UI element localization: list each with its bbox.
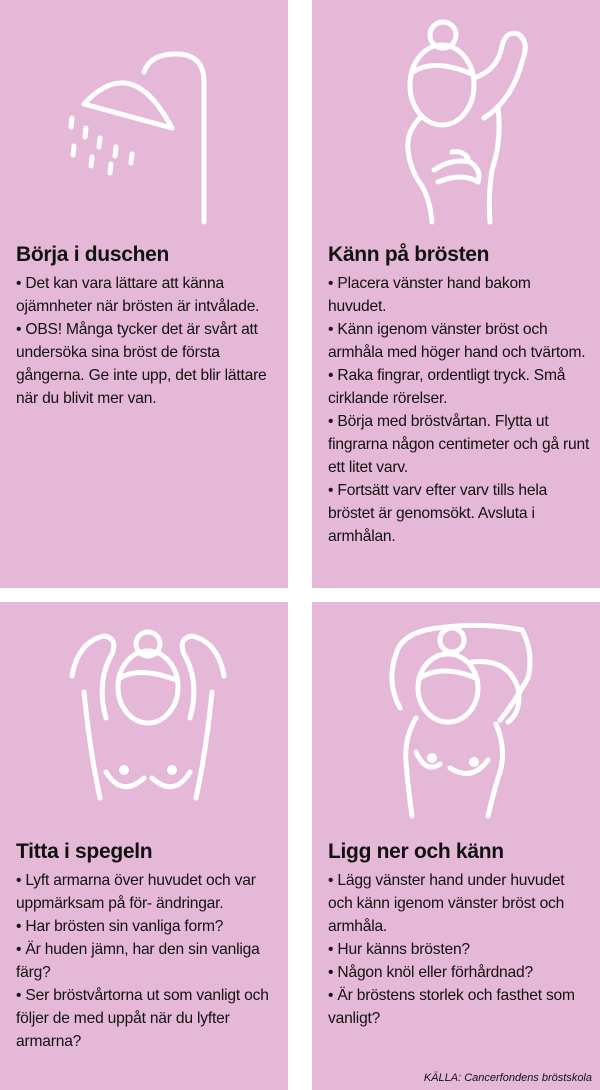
panel-title: Titta i spegeln	[16, 840, 153, 863]
panel-title: Känn på brösten	[328, 243, 490, 266]
list-item: • Är huden jämn, har den sin vanliga färg?	[16, 938, 280, 984]
list-item: • Börja med bröstvårtan. Flytta ut fingrarna någon centimeter och gå runt ett litet varv.	[328, 410, 592, 479]
instruction-list	[328, 869, 592, 1030]
shower-icon	[0, 0, 288, 240]
panel-title: Ligg ner och känn	[328, 840, 504, 863]
panel-title: Börja i duschen	[16, 243, 170, 266]
list-item: • Någon knöl eller förhårdnad?	[328, 961, 592, 984]
list-item: • Fortsätt varv efter varv tills hela bröstet är genomsökt. Avsluta i armhålan.	[328, 479, 592, 548]
list-item: • Ser bröstvårtorna ut som vanligt och följer de med uppåt när du lyfter armarna?	[16, 984, 280, 1053]
instruction-list	[16, 272, 280, 410]
list-item: • OBS! Många tycker det är svårt att undersöka sina bröst de första gångerna. Ge inte upp, det blir lättare när du blivit mer van.	[16, 318, 280, 410]
list-item: • Lyft armarna över huvudet och var uppmärksam på för- ändringar.	[16, 869, 280, 915]
list-item: • Har brösten sin vanliga form?	[16, 915, 280, 938]
woman-lying-pillow-icon	[312, 602, 600, 832]
list-item: • Är bröstens storlek och fasthet som vanligt?	[328, 984, 592, 1030]
source-credit: KÄLLA: Cancerfondens bröstskola	[423, 1072, 592, 1084]
list-item: • Hur känns brösten?	[328, 938, 592, 961]
instruction-list	[16, 869, 280, 1053]
panel-feel-breasts	[312, 0, 600, 588]
panel-lie-down	[312, 602, 600, 1090]
panel-mirror	[0, 602, 288, 1090]
woman-arms-raised-icon	[0, 602, 288, 832]
list-item: • Det kan vara lättare att känna ojämnheter när brösten är intvålade.	[16, 272, 280, 318]
list-item: • Lägg vänster hand under huvudet och känn igenom vänster bröst och armhåla.	[328, 869, 592, 938]
panel-shower	[0, 0, 288, 588]
woman-hand-behind-head-icon	[312, 0, 600, 240]
list-item: • Känn igenom vänster bröst och armhåla med höger hand och tvärtom.	[328, 318, 592, 364]
list-item: • Raka fingrar, ordentligt tryck. Små cirklande rörelser.	[328, 364, 592, 410]
instruction-list	[328, 272, 592, 548]
list-item: • Placera vänster hand bakom huvudet.	[328, 272, 592, 318]
